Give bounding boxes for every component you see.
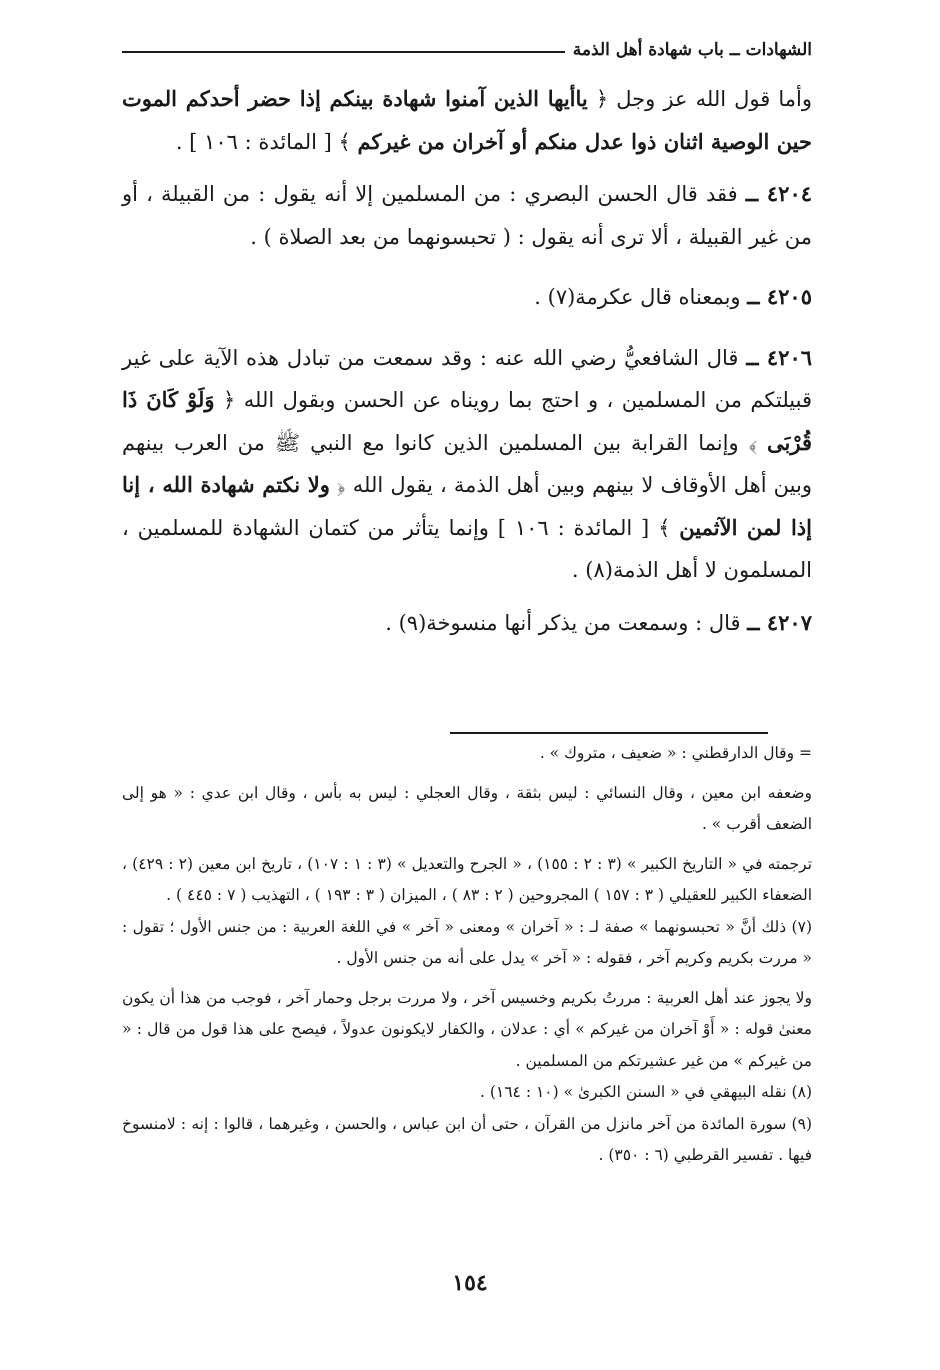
paragraph-text: ﴾ وإنما القرابة بين المسلمين الذين كانوا مع النبي ﷺ من العرب بينهم وبين أهل الأوقاف لا بينهم وبين أهل الذمة ، يقول الله ﴿ [122, 430, 812, 497]
footnote-text: ترجمته في « التاريخ الكبير » (٣ : ٢ : ١٥٥) ، « الجرح والتعديل » (٣ : ١ : ١٠٧) ، تاريخ ابن معين (٢ : ٤٢٩) ، الضعفاء الكبير للعقيلي ( ٣ : ١٥٧ ) المجروحين ( ٢ : ٨٣ ) ، الميزان ( ٣ : ١٩٣ ) ، التهذيب ( ٧ : ٤٤٥ ) . [122, 854, 813, 904]
main-text [122, 78, 812, 644]
footnotes [122, 738, 812, 1172]
paragraph-text: قال الشافعيُّ رضي الله عنه : وقد سمعت من تبادل هذه الآية على غير قبيلتكم من المسلمين ، و احتج بما رويناه عن الحسن وبقول الله ﴿ [122, 345, 812, 412]
paragraph-4207 [122, 602, 812, 645]
paragraph-number: ٤٢٠٦ ــ [746, 344, 813, 370]
paragraph-4206 [122, 337, 812, 592]
header-rule [122, 51, 565, 53]
quran-quote: ولا نكتم شهادة الله ، إنا إذا لمن الآثمين [122, 472, 812, 540]
footnote-text: وضعفه ابن معين ، وقال النسائي : ليس بثقة ، وقال العجلي : ليس به بأس ، وقال ابن عدي : « هو إلى الضعف أقرب » . [122, 783, 812, 833]
header-title: الشهادات ــ باب شهادة أهل الذمة [572, 40, 812, 60]
footnote-8: (٨) نقله البيهقي في « السنن الكبرىٰ » (١٠ : ١٦٤) . [480, 1083, 812, 1101]
paragraph-text: ﴾ [ المائدة : ١٠٦ ] وإنما يتأثر من كتمان الشهادة للمسلمين ، المسلمون لا أهل الذمة(٨) . [122, 515, 812, 582]
running-header [122, 40, 812, 60]
footnote-7: (٧) ذلك أنَّ « تحبسونهما » صفة لـ : « آخران » ومعنى « آخر » في اللغة العربية : من جنس الأول ؛ تقول : « مررت بكريم وكريم آخر ، فقوله : « آخر » يدل على أنه من جنس الأول . [122, 917, 812, 967]
paragraph-number: ٤٢٠٥ ــ [747, 284, 812, 309]
paragraph-text: قال : وسمعت من يذكر أنها منسوخة(٩) . [385, 610, 741, 635]
footnote-continuation: = وقال الدارقطني : « ضعيف ، متروك » . [539, 744, 812, 762]
paragraph-4205 [122, 276, 812, 319]
page-number: ١٥٤ [452, 1270, 488, 1296]
paragraph-number: ٤٢٠٧ ــ [747, 609, 812, 635]
verse-paragraph [122, 78, 812, 163]
paragraph-4204 [122, 173, 812, 258]
footnote-text: ولا يجوز عند أهل العربية : مررتُ بكريم وخسيس آخر ، ولا مررت برجل وحمار آخر ، فوجب من هذا أن يكون معنىٰ قوله : « أَوْ آخران من غيركم » أي : عدلان ، والكفار لايكونون عدولاً ، فيصح على هذا قول من قال : « من غيركم » من غير عشيرتكم من المسلمين . [122, 988, 812, 1070]
paragraph-text: وبمعناه قال عكرمة(٧) . [534, 285, 741, 309]
verse-intro: وأما قول الله عز وجل ﴿ [595, 87, 813, 111]
verse-reference: ﴾ [ المائدة : ١٠٦ ] . [175, 129, 351, 154]
verse-text: ياأيها الذين آمنوا شهادة بينكم إذا حضر أحدكم الموت حين الوصية اثنان ذوا عدل منكم أو آخران من غيركم [122, 86, 812, 154]
paragraph-number: ٤٢٠٤ ــ [745, 181, 813, 206]
paragraph-text: فقد قال الحسن البصري : من المسلمين إلا أنه يقول : من القبيلة ، أو من غير القبيلة ، ألا ترى أنه يقول : ( تحبسونهما من بعد الصلاة ) . [122, 182, 812, 249]
quran-quote: وَلَوْ كَانَ ذَا قُرْبَى [122, 387, 812, 455]
footnote-9: (٩) سورة المائدة من آخر مانزل من القرآن ، حتى أن ابن عباس ، والحسن ، وغيرهما ، قالوا : إنه : لامنسوخ فيها . تفسير القرطبي (٦ : ٣٥٠) . [122, 1114, 812, 1164]
footnote-separator [450, 732, 768, 734]
